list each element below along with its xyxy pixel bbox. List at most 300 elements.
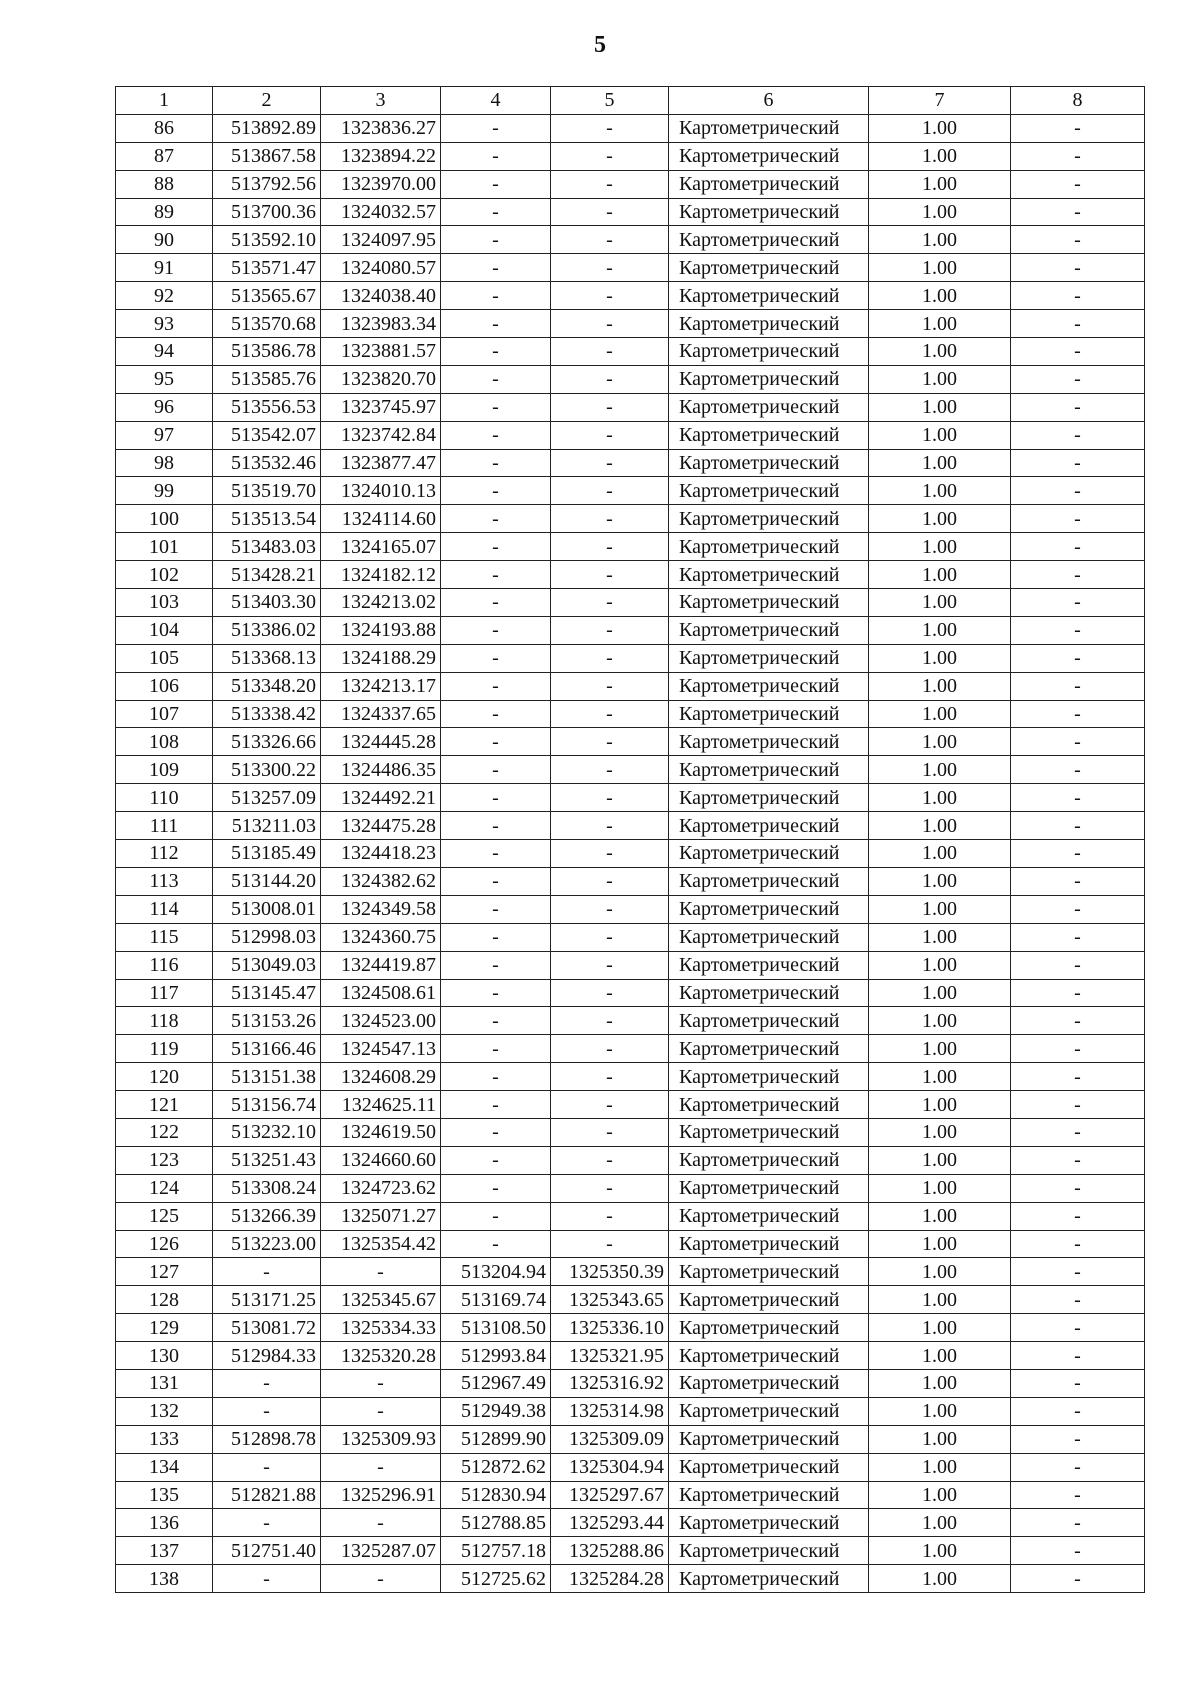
method-cell: Картометрический [669,1091,869,1119]
method-cell: Картометрический [669,1509,869,1537]
method-cell: Картометрический [669,254,869,282]
x-old-cell: 512751.40 [213,1537,321,1565]
table-row [116,1174,1145,1202]
y-old-cell: 1324660.60 [321,1146,441,1174]
y-old-cell: 1324182.12 [321,561,441,589]
method-cell: Картометрический [669,840,869,868]
point-number-cell: 131 [116,1369,213,1397]
x-new-cell: 512967.49 [441,1369,551,1397]
point-number-cell: 123 [116,1146,213,1174]
x-new-cell: 513204.94 [441,1258,551,1286]
table-row [116,1035,1145,1063]
description-cell: - [1011,310,1145,338]
description-cell: - [1011,393,1145,421]
method-cell: Картометрический [669,505,869,533]
description-cell: - [1011,923,1145,951]
description-cell: - [1011,1286,1145,1314]
description-cell: - [1011,1146,1145,1174]
x-old-cell: 513571.47 [213,254,321,282]
table-row [116,533,1145,561]
x-old-cell: 513171.25 [213,1286,321,1314]
table-row [116,226,1145,254]
y-new-cell: - [551,114,669,142]
description-cell: - [1011,1397,1145,1425]
method-cell: Картометрический [669,533,869,561]
y-old-cell: 1323820.70 [321,365,441,393]
method-cell: Картометрический [669,979,869,1007]
description-cell: - [1011,1258,1145,1286]
y-old-cell: - [321,1397,441,1425]
x-new-cell: - [441,365,551,393]
x-old-cell: 513867.58 [213,142,321,170]
method-cell: Картометрический [669,1035,869,1063]
x-new-cell: - [441,644,551,672]
description-cell: - [1011,867,1145,895]
description-cell: - [1011,672,1145,700]
table-row [116,700,1145,728]
y-old-cell: 1323881.57 [321,338,441,366]
point-number-cell: 92 [116,282,213,310]
method-cell: Картометрический [669,756,869,784]
accuracy-cell: 1.00 [869,421,1011,449]
method-cell: Картометрический [669,1118,869,1146]
method-cell: Картометрический [669,951,869,979]
method-cell: Картометрический [669,1202,869,1230]
description-cell: - [1011,644,1145,672]
method-cell: Картометрический [669,170,869,198]
accuracy-cell: 1.00 [869,951,1011,979]
x-old-cell: 513532.46 [213,449,321,477]
description-cell: - [1011,226,1145,254]
description-cell: - [1011,421,1145,449]
point-number-cell: 132 [116,1397,213,1425]
method-cell: Картометрический [669,812,869,840]
description-cell: - [1011,1091,1145,1119]
y-new-cell: 1325288.86 [551,1537,669,1565]
x-new-cell: - [441,1091,551,1119]
y-old-cell: 1323894.22 [321,142,441,170]
accuracy-cell: 1.00 [869,449,1011,477]
x-old-cell: 513153.26 [213,1007,321,1035]
description-cell: - [1011,589,1145,617]
accuracy-cell: 1.00 [869,1118,1011,1146]
table-row [116,1091,1145,1119]
x-new-cell: - [441,505,551,533]
point-number-cell: 113 [116,867,213,895]
method-cell: Картометрический [669,728,869,756]
y-new-cell: - [551,449,669,477]
method-cell: Картометрический [669,867,869,895]
y-new-cell: - [551,226,669,254]
x-old-cell: 512821.88 [213,1481,321,1509]
description-cell: - [1011,254,1145,282]
x-old-cell: 513008.01 [213,895,321,923]
point-number-cell: 129 [116,1314,213,1342]
table-row [116,449,1145,477]
method-cell: Картометрический [669,393,869,421]
method-cell: Картометрический [669,784,869,812]
table-row [116,672,1145,700]
method-cell: Картометрический [669,1397,869,1425]
accuracy-cell: 1.00 [869,867,1011,895]
method-cell: Картометрический [669,1342,869,1370]
table-row [116,421,1145,449]
y-new-cell: 1325316.92 [551,1369,669,1397]
y-new-cell: 1325343.65 [551,1286,669,1314]
x-old-cell: 513326.66 [213,728,321,756]
y-old-cell: - [321,1509,441,1537]
y-new-cell: - [551,505,669,533]
y-old-cell: 1325345.67 [321,1286,441,1314]
accuracy-cell: 1.00 [869,505,1011,533]
description-cell: - [1011,979,1145,1007]
y-old-cell: 1324097.95 [321,226,441,254]
table-row [116,840,1145,868]
x-new-cell: - [441,114,551,142]
accuracy-cell: 1.00 [869,198,1011,226]
table-row [116,1007,1145,1035]
description-cell: - [1011,784,1145,812]
y-old-cell: 1324032.57 [321,198,441,226]
y-old-cell: 1324508.61 [321,979,441,1007]
table-row [116,198,1145,226]
y-new-cell: - [551,728,669,756]
point-number-cell: 108 [116,728,213,756]
y-old-cell: 1324382.62 [321,867,441,895]
y-old-cell: 1323742.84 [321,421,441,449]
point-number-cell: 137 [116,1537,213,1565]
accuracy-cell: 1.00 [869,226,1011,254]
y-new-cell: - [551,477,669,505]
x-new-cell: - [441,1202,551,1230]
x-old-cell: - [213,1565,321,1593]
y-old-cell: 1324038.40 [321,282,441,310]
x-old-cell: 513542.07 [213,421,321,449]
x-new-cell: - [441,1230,551,1258]
x-new-cell: - [441,700,551,728]
method-cell: Картометрический [669,1369,869,1397]
y-old-cell: 1323745.97 [321,393,441,421]
table-row [116,951,1145,979]
y-old-cell: 1324523.00 [321,1007,441,1035]
point-number-cell: 86 [116,114,213,142]
point-number-cell: 130 [116,1342,213,1370]
point-number-cell: 127 [116,1258,213,1286]
y-new-cell: 1325297.67 [551,1481,669,1509]
point-number-cell: 136 [116,1509,213,1537]
y-old-cell: 1324608.29 [321,1063,441,1091]
y-old-cell: - [321,1258,441,1286]
accuracy-cell: 1.00 [869,672,1011,700]
description-cell: - [1011,170,1145,198]
x-old-cell: 513232.10 [213,1118,321,1146]
x-new-cell: - [441,589,551,617]
accuracy-cell: 1.00 [869,1397,1011,1425]
accuracy-cell: 1.00 [869,1230,1011,1258]
accuracy-cell: 1.00 [869,1481,1011,1509]
column-header: 6 [669,87,869,115]
method-cell: Картометрический [669,282,869,310]
table-row [116,756,1145,784]
x-new-cell: - [441,533,551,561]
x-old-cell: 513144.20 [213,867,321,895]
x-new-cell: - [441,895,551,923]
x-old-cell: 513386.02 [213,616,321,644]
description-cell: - [1011,365,1145,393]
description-cell: - [1011,1174,1145,1202]
y-old-cell: 1324213.02 [321,589,441,617]
x-old-cell: 513251.43 [213,1146,321,1174]
x-new-cell: - [441,1007,551,1035]
y-old-cell: 1323836.27 [321,114,441,142]
y-new-cell: - [551,840,669,868]
x-new-cell: 512830.94 [441,1481,551,1509]
description-cell: - [1011,1537,1145,1565]
x-old-cell: 513519.70 [213,477,321,505]
x-new-cell: 512949.38 [441,1397,551,1425]
column-header: 4 [441,87,551,115]
x-new-cell: - [441,421,551,449]
point-number-cell: 134 [116,1453,213,1481]
accuracy-cell: 1.00 [869,1509,1011,1537]
table-row [116,1509,1145,1537]
accuracy-cell: 1.00 [869,812,1011,840]
accuracy-cell: 1.00 [869,616,1011,644]
point-number-cell: 107 [116,700,213,728]
y-old-cell: 1324188.29 [321,644,441,672]
y-new-cell: - [551,533,669,561]
y-old-cell: 1325071.27 [321,1202,441,1230]
y-new-cell: - [551,644,669,672]
point-number-cell: 128 [116,1286,213,1314]
y-new-cell: - [551,951,669,979]
table-row [116,1146,1145,1174]
table-row [116,895,1145,923]
x-old-cell: 513185.49 [213,840,321,868]
x-old-cell: 513151.38 [213,1063,321,1091]
point-number-cell: 120 [116,1063,213,1091]
accuracy-cell: 1.00 [869,1286,1011,1314]
point-number-cell: 119 [116,1035,213,1063]
point-number-cell: 138 [116,1565,213,1593]
x-old-cell: 513049.03 [213,951,321,979]
y-new-cell: - [551,1118,669,1146]
column-header: 7 [869,87,1011,115]
y-new-cell: - [551,812,669,840]
x-old-cell: 512998.03 [213,923,321,951]
accuracy-cell: 1.00 [869,170,1011,198]
accuracy-cell: 1.00 [869,338,1011,366]
x-old-cell: 513792.56 [213,170,321,198]
point-number-cell: 87 [116,142,213,170]
x-new-cell: - [441,393,551,421]
accuracy-cell: 1.00 [869,533,1011,561]
y-new-cell: 1325314.98 [551,1397,669,1425]
page-number: 5 [594,32,606,58]
y-new-cell: 1325284.28 [551,1565,669,1593]
y-old-cell: 1324213.17 [321,672,441,700]
method-cell: Картометрический [669,1063,869,1091]
method-cell: Картометрический [669,1258,869,1286]
y-new-cell: - [551,338,669,366]
point-number-cell: 112 [116,840,213,868]
x-new-cell: - [441,672,551,700]
accuracy-cell: 1.00 [869,756,1011,784]
x-new-cell: - [441,1118,551,1146]
point-number-cell: 109 [116,756,213,784]
point-number-cell: 126 [116,1230,213,1258]
description-cell: - [1011,477,1145,505]
description-cell: - [1011,1314,1145,1342]
table-row [116,505,1145,533]
x-old-cell: 513266.39 [213,1202,321,1230]
x-new-cell: 512757.18 [441,1537,551,1565]
y-new-cell: 1325304.94 [551,1453,669,1481]
method-cell: Картометрический [669,589,869,617]
y-old-cell: 1323983.34 [321,310,441,338]
table-row [116,1537,1145,1565]
table-row [116,170,1145,198]
description-cell: - [1011,895,1145,923]
method-cell: Картометрический [669,561,869,589]
y-new-cell: - [551,142,669,170]
y-new-cell: - [551,1035,669,1063]
method-cell: Картометрический [669,700,869,728]
table-row [116,310,1145,338]
point-number-cell: 125 [116,1202,213,1230]
accuracy-cell: 1.00 [869,1453,1011,1481]
x-new-cell: 512993.84 [441,1342,551,1370]
y-new-cell: - [551,589,669,617]
y-old-cell: 1324445.28 [321,728,441,756]
description-cell: - [1011,756,1145,784]
accuracy-cell: 1.00 [869,728,1011,756]
point-number-cell: 135 [116,1481,213,1509]
accuracy-cell: 1.00 [869,784,1011,812]
method-cell: Картометрический [669,421,869,449]
x-new-cell: - [441,142,551,170]
x-new-cell: - [441,226,551,254]
method-cell: Картометрический [669,1565,869,1593]
description-cell: - [1011,700,1145,728]
x-old-cell: 513513.54 [213,505,321,533]
x-old-cell: 513483.03 [213,533,321,561]
y-old-cell: 1323877.47 [321,449,441,477]
accuracy-cell: 1.00 [869,1314,1011,1342]
accuracy-cell: 1.00 [869,1174,1011,1202]
point-number-cell: 100 [116,505,213,533]
accuracy-cell: 1.00 [869,142,1011,170]
description-cell: - [1011,561,1145,589]
y-new-cell: - [551,170,669,198]
method-cell: Картометрический [669,365,869,393]
accuracy-cell: 1.00 [869,477,1011,505]
y-new-cell: - [551,979,669,1007]
table-row [116,338,1145,366]
description-cell: - [1011,1481,1145,1509]
y-new-cell: - [551,561,669,589]
y-new-cell: - [551,700,669,728]
table-row [116,1425,1145,1453]
x-new-cell: - [441,198,551,226]
point-number-cell: 104 [116,616,213,644]
method-cell: Картометрический [669,923,869,951]
x-new-cell: - [441,867,551,895]
description-cell: - [1011,951,1145,979]
description-cell: - [1011,1063,1145,1091]
description-cell: - [1011,840,1145,868]
accuracy-cell: 1.00 [869,1007,1011,1035]
accuracy-cell: 1.00 [869,310,1011,338]
x-old-cell: 513586.78 [213,338,321,366]
description-cell: - [1011,1565,1145,1593]
point-number-cell: 106 [116,672,213,700]
x-old-cell: 513892.89 [213,114,321,142]
x-old-cell: 512984.33 [213,1342,321,1370]
x-new-cell: - [441,728,551,756]
method-cell: Картометрический [669,114,869,142]
method-cell: Картометрический [669,1453,869,1481]
method-cell: Картометрический [669,449,869,477]
method-cell: Картометрический [669,1286,869,1314]
x-new-cell: - [441,561,551,589]
method-cell: Картометрический [669,198,869,226]
point-number-cell: 98 [116,449,213,477]
table-row [116,477,1145,505]
y-new-cell: 1325293.44 [551,1509,669,1537]
x-old-cell: - [213,1397,321,1425]
y-new-cell: - [551,895,669,923]
point-number-cell: 133 [116,1425,213,1453]
table-row [116,784,1145,812]
y-new-cell: - [551,1063,669,1091]
y-old-cell: 1324419.87 [321,951,441,979]
y-new-cell: 1325336.10 [551,1314,669,1342]
table-row [116,616,1145,644]
y-new-cell: - [551,198,669,226]
accuracy-cell: 1.00 [869,1146,1011,1174]
point-number-cell: 122 [116,1118,213,1146]
y-old-cell: 1324619.50 [321,1118,441,1146]
accuracy-cell: 1.00 [869,561,1011,589]
accuracy-cell: 1.00 [869,700,1011,728]
accuracy-cell: 1.00 [869,365,1011,393]
x-old-cell: 513211.03 [213,812,321,840]
y-new-cell: 1325321.95 [551,1342,669,1370]
table-row [116,1369,1145,1397]
point-number-cell: 94 [116,338,213,366]
x-new-cell: - [441,812,551,840]
description-cell: - [1011,812,1145,840]
description-cell: - [1011,505,1145,533]
y-new-cell: - [551,923,669,951]
table-row [116,1314,1145,1342]
x-old-cell: 513081.72 [213,1314,321,1342]
y-new-cell: - [551,1230,669,1258]
y-old-cell: - [321,1565,441,1593]
x-old-cell: 513338.42 [213,700,321,728]
point-number-cell: 97 [116,421,213,449]
accuracy-cell: 1.00 [869,1565,1011,1593]
y-new-cell: - [551,365,669,393]
x-old-cell: - [213,1509,321,1537]
point-number-cell: 93 [116,310,213,338]
table-row [116,812,1145,840]
x-old-cell: 513145.47 [213,979,321,1007]
y-new-cell: - [551,393,669,421]
method-cell: Картометрический [669,226,869,254]
accuracy-cell: 1.00 [869,644,1011,672]
